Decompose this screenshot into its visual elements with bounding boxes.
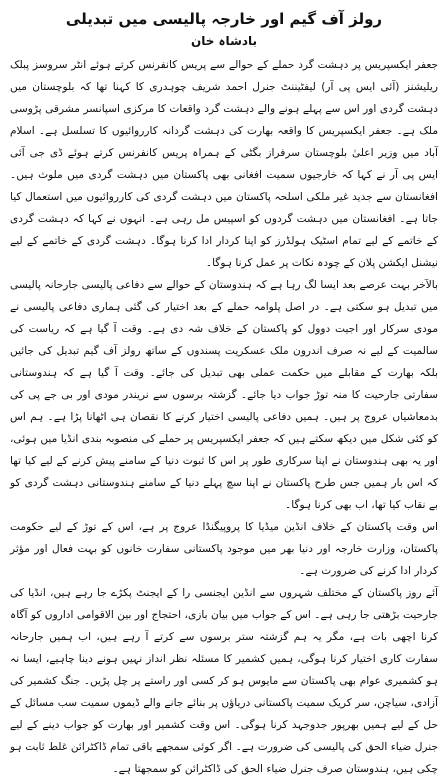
- article-paragraph: اس وقت پاکستان کے خلاف انڈین میڈیا کا پروپیگنڈا عروج پر ہے، اس کے توڑ کے لیے حکومت پاکستان، وزارت خارجہ اور دنیا بھر میں موجود پاکستانی سفارت خانوں کو بہت فعال اور مؤثر کردار ادا کرنے کی ضرورت ہے۔: [10, 521, 438, 577]
- article-paragraph: بالآخر بہت عرصے بعد ایسا لگ رہا ہے کہ ہندوستان کے حوالے سے دفاعی پالیسی جارحانہ پالیسی میں تبدیل ہو سکتی ہے۔ در اصل پلوامہ حملے کے بعد اختیار کی گئی ہماری دفاعی پالیسی نے مودی سرکار اور اجیت دوول کو پاکستان کے خلاف شہ دی ہے۔ وقت آ گیا ہے کہ ریاست کی سالمیت کے لیے نہ صرف اندرون ملک عسکریت پسندوں کے ساتھ رولز آف گیم تبدیل کی جائیں بلکہ بھارت کے مقابلے میں حکمت عملی بھی تبدیل کی جائے۔ وقت آ گیا ہے کہ ہندوستانی سفارتی جارحیت کا منہ توڑ جواب دیا جائے۔ گزشتہ برسوں سے نریندر مودی اور بی جے پی کی بدمعاشیاں عروج پر ہیں۔ ہمیں دفاعی پالیسی اختیار کرنے کا نقصان ہی اٹھانا پڑا ہے۔ ہم اس کو کئی شکل میں دیکھ سکتے ہیں کہ جعفر ایکسپریس پر حملے کی منصوبہ بندی انڈیا میں ہوئی، اور یہ بھی ہندوستان نے اپنا سرکاری طور پر اس کا ثبوت دنیا کے سامنے پیش کرنے کے لیے کیا تھا کہ اس بار ہمیں جس طرح پاکستان نے اپنا سچ پہلے دنیا کے سامنے ہندوستانی دہشت گردی کو بے نقاب کیا تھا، اب بھی کرنا ہوگا۔: [10, 279, 438, 511]
- article-paragraph: جعفر ایکسپریس پر دہشت گرد حملے کے حوالے سے پریس کانفرنس کرتے ہوئے انٹر سروسز پبلک ریلیشنز (آئی ایس پی آر) لیفٹیننٹ جنرل احمد شریف چوہدری کا کہنا تھا کہ بلوچستان میں دہشت گردی اور اس سے پہلے ہونے والے دہشت گرد واقعات کا مرکزی اسپانسر مشرقی پڑوسی ملک ہے۔ جعفر ایکسپریس کا واقعہ بھارت کی دہشت گردانہ کارروائیوں کا تسلسل ہے۔ اسلام آباد میں وزیر اعلیٰ بلوچستان سرفراز بگٹی کے ہمراہ پریس کانفرنس کرتے ہوئے ڈی جی آئی ایس پی آر نے کہا کہ خارجیوں سمیت افغانی بھی پاکستان میں دہشت گردی میں ملوث ہیں۔ افغانستان سے جدید غیر ملکی اسلحہ پاکستان میں دہشت گردی کی کارروائیوں میں استعمال کیا جاتا ہے۔ افغانستان میں دہشت گردوں کو اسپیس مل رہی ہے۔ انہوں نے کہا کہ دہشت گردی کے خاتمے کے لیے تمام اسٹیک ہولڈرز کو اپنا کردار ادا کرنا ہوگا۔ دہشت گردی کے خاتمے کے لیے نیشنل ایکشن پلان کے چودہ نکات پر عمل کرنا ہوگا۔: [10, 59, 438, 269]
- article-paragraph: آئے روز پاکستان کے مختلف شہروں سے انڈین ایجنسی را کے ایجنٹ پکڑے جا رہے ہیں، انڈیا کی جارحیت بڑھتی جا رہی ہے۔ اس کے جواب میں بیان بازی، احتجاج اور بین الاقوامی اداروں کو آگاہ کرنا اچھی بات ہے، مگر یہ ہم گزشتہ ستر برسوں سے کرتے آ رہے ہیں، اب ہمیں جارحانہ سفارت کاری اختیار کرنا ہوگی، ہمیں کشمیر کا مسئلہ نظر انداز نہیں ہونے دینا چاہیے، ایسا نہ ہو کشمیری عوام بھی پاکستان سے مایوس ہو کر کسی اور راستے پر چل پڑیں۔ جنگ کشمیر کی آزادی، سیاچن، سر کریک سمیت پاکستانی دریاؤں پر بنائے جانے والے ڈیموں سمیت سب مسائل کے حل کے لیے ہمیں بھرپور جدوجہد کرنا ہوگی۔ اس وقت کشمیر اور بھارت کو جواب دینے کے لیے جنرل ضیاء الحق کی پالیسی کی ضرورت ہے۔ اگر کوئی سمجھے باقی تمام ڈاکٹرائن غلط ثابت ہو چکی ہیں، ہندوستان صرف جنرل ضیاء الحق کی ڈاکٹرائن کو سمجھتا ہے۔: [10, 587, 438, 775]
- article-author: بادشاہ خان: [190, 34, 258, 48]
- article-headline: رولز آف گیم اور خارجہ پالیسی میں تبدیلی: [65, 10, 383, 28]
